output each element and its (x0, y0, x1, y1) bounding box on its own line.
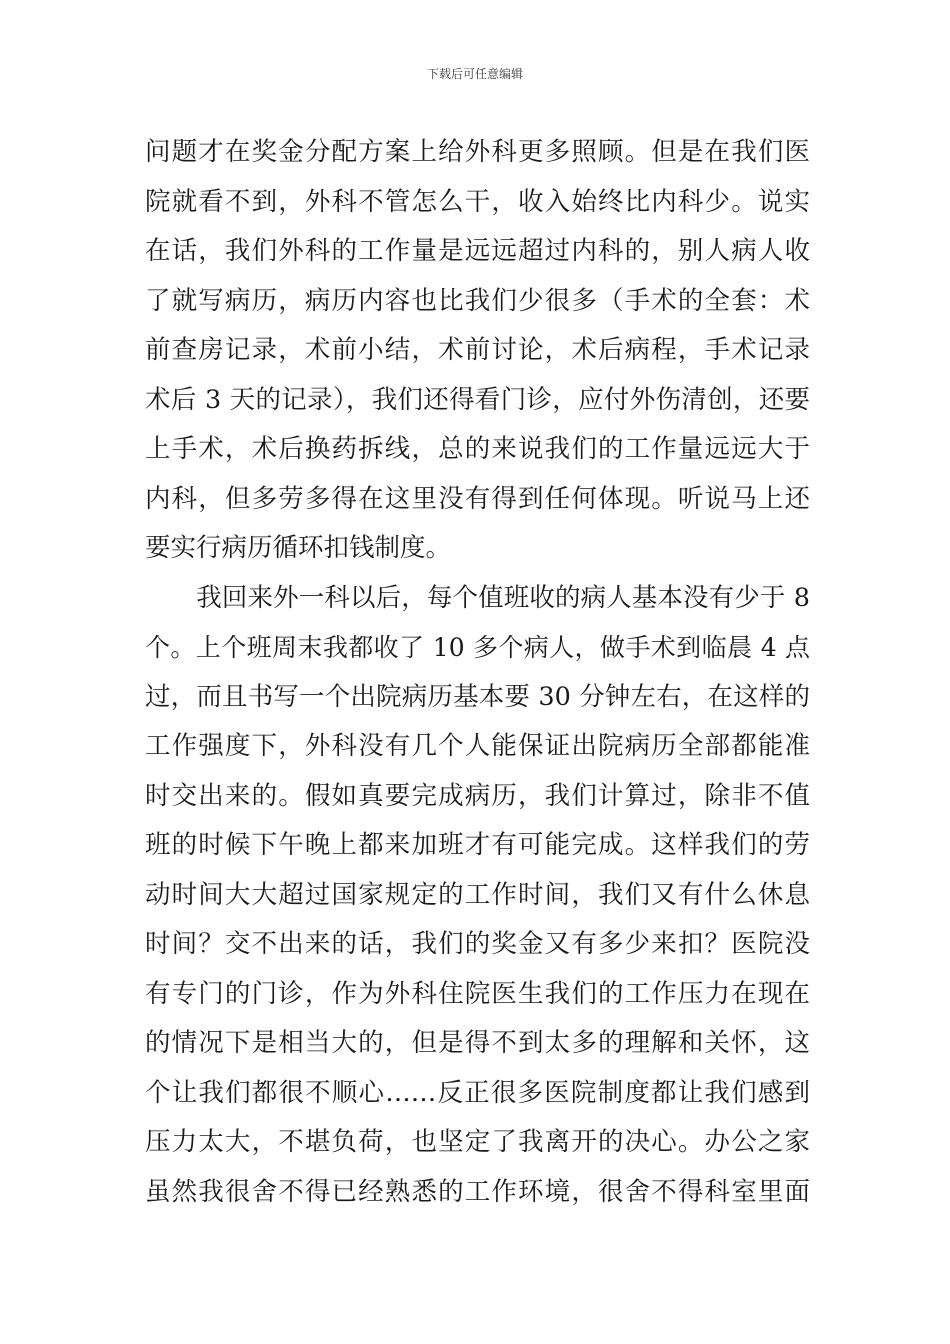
text-line: 院就看不到，外科不管怎么干，收入始终比内科少。说实 (145, 186, 810, 217)
text-line: 上手术，术后换药拆线，总的来说我们的工作量远远大于 (145, 434, 810, 464)
text-line: 工作强度下，外科没有几个人能保证出院病历全部都能准 (145, 731, 810, 761)
text-line: 个让我们都很不顺心……反正很多医院制度都让我们感到 (145, 1077, 810, 1108)
text-line: 问题才在奖金分配方案上给外科更多照顾。但是在我们医 (145, 137, 810, 167)
body-text (145, 128, 810, 1217)
text-line: 虽然我很舍不得已经熟悉的工作环境，很舍不得科室里面 (145, 1176, 810, 1207)
text-line: 有专门的门诊，作为外科住院医生我们的工作压力在现在 (145, 978, 810, 1009)
text-line: 要实行病历循环扣钱制度。 (145, 533, 452, 563)
text-line: 了就写病历，病历内容也比我们少很多（手术的全套：术 (145, 285, 810, 316)
text-line: 的情况下是相当大的，但是得不到太多的理解和关怀，这 (145, 1028, 810, 1058)
text-line: 前查房记录，术前小结，术前讨论，术后病程，手术记录 (145, 335, 810, 365)
text-line: 时间？交不出来的话，我们的奖金又有多少来扣？医院没 (145, 929, 810, 959)
text-line: 过，而且书写一个出院病历基本要 30 分钟左右，在这样的 (145, 681, 810, 712)
text-line: 术后 3 天的记录），我们还得看门诊，应付外伤清创，还要 (145, 384, 810, 415)
text-line: 压力太大，不堪负荷，也坚定了我离开的决心。办公之家 (145, 1127, 810, 1157)
text-line: 动时间大大超过国家规定的工作时间，我们又有什么休息 (145, 879, 810, 910)
text-line: 班的时候下午晚上都来加班才有可能完成。这样我们的劳 (145, 830, 810, 860)
text-line: 我回来外一科以后，每个值班收的病人基本没有少于 8 (145, 582, 810, 613)
text-line: 内科，但多劳多得在这里没有得到任何体现。听说马上还 (145, 483, 810, 514)
text-line: 个。上个班周末我都收了 10 多个病人，做手术到临晨 4 点 (145, 633, 810, 662)
page-header: 下载后可任意编辑 (426, 67, 523, 81)
text-line: 时交出来的。假如真要完成病历，我们计算过，除非不值 (145, 780, 810, 811)
text-line: 在话，我们外科的工作量是远远超过内科的，别人病人收 (145, 236, 810, 266)
